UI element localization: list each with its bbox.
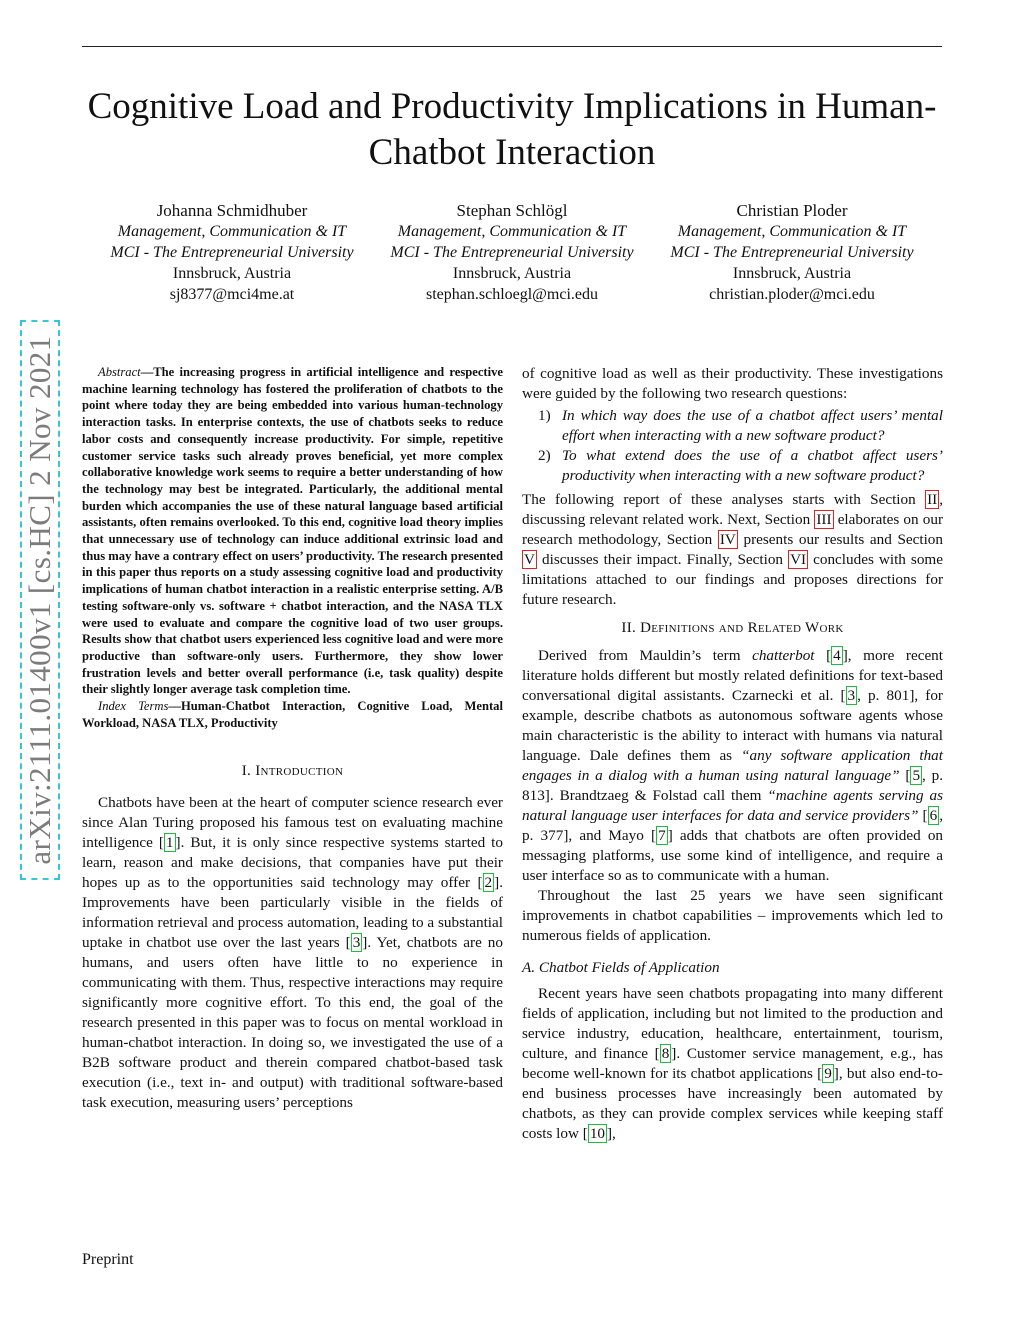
index-terms-label: Index Terms <box>98 699 169 714</box>
author-location: Innsbruck, Austria <box>172 265 292 282</box>
intro-continuation: of cognitive load as well as their productivity. These investigations were guided by the following two research questions: <box>522 365 943 402</box>
author-email: christian.ploder@mci.edu <box>709 286 875 303</box>
abstract-text: The increasing progress in artificial intelligence and respective machine learning technology has fostered the proliferation of chatbots to the point where today they are being embedded into various human-technology interaction tasks. In enterprise contexts, the use of chatbots seeks to reduce labor costs and consequently increase productivity. For simple, repetitive customer service tasks such already proves beneficial, yet more complex collaborative knowledge work seems to require a better understanding of how the technology may best be integrated. Particularly, the additional mental burden which accompanies the use of these natural language based artificial assistants, often remains overlooked. To this end, cognitive load theory implies that unnecessary use of technology can induce additional extrinsic load and thus may have a contrary effect on users’ productivity. The research presented in this paper thus reports on a study assessing cognitive load and productivity implications of human chatbot interaction in a realistic enterprise setting. A/B testing software-only vs. software + chatbot interaction, and the NASA TLX were used to evaluate and compare the cognitive load of two user groups. Results show that chatbot users experienced less cognitive load and were more productive than software-only users. Furthermore, they show lower frustration levels and better overall performance (i.e, task quality) despite their slightly longer average task completion time. <box>82 365 503 697</box>
citation-link[interactable]: 7 <box>658 827 666 844</box>
author-org: MCI - The Entrepreneurial University <box>110 244 354 261</box>
list-item: 1) In which way does the use of a chatbot affect users’ mental effort when interacting with a new software product? <box>538 407 943 444</box>
author-block-3 <box>642 200 942 305</box>
subsection-heading: A. Chatbot Fields of Application <box>522 959 720 976</box>
author-dept: Management, Communication & IT <box>397 223 627 240</box>
research-questions-list <box>522 406 943 486</box>
author-email: sj8377@mci4me.at <box>169 286 295 303</box>
index-terms: Index Terms—Human-Chatbot Interaction, Cognitive Load, Mental Workload, NASA TLX, Productivity <box>82 699 503 730</box>
citation-link[interactable]: 3 <box>847 687 856 704</box>
section-link[interactable]: V <box>524 551 535 568</box>
list-item: 2) To what extend does the use of a chatbot affect users’ productivity when interacting with a new software product? <box>538 447 943 484</box>
arxiv-stamp-box <box>20 320 60 880</box>
definitions-paragraph: Derived from Mauldin’s term chatterbot [ 4 ], more recent literature holds different but mostly related definitions for text-based conversational digital assistants. Czarnecki et al. [ 3 , p. 801], for example, describe chatbots as autonomous software agents whose main characteristic is the ability to interact with humans via natural language. Dale defines them as “any software application that engages in a dialog with a human using natural language” [ 5 , p. 813]. Brandtzaeg & Folstad call them “machine agents serving as natural language user interfaces for data and service providers” [ 6 , p. 377], and Mayo [ 7 ] adds that chatbots are often provided on messaging platforms, use some kind of intelligence, and require a user interface so as to communicate with a human. <box>522 647 944 884</box>
citation-link[interactable]: 3 <box>352 934 361 952</box>
applications-paragraph: Recent years have seen chatbots propagating into many different fields of application, including but not limited to the production and service industry, education, healthcare, entertainment, tourism, culture, and finance [ 8 ]. Customer service management, e.g., has become well-known for its chatbot applications [ 9 ], but also end-to-end business processes have increasingly been automated by chatbots, as they can provide complex services while keeping staff costs low [ 10 ], <box>522 985 944 1142</box>
author-block-2 <box>362 200 662 305</box>
right-column <box>522 364 943 1144</box>
author-name: Christian Ploder <box>736 201 848 220</box>
outline-paragraph: The following report of these analyses starts with Section II , discussing relevant related work. Next, Section III elaborates on our research methodology, Section IV presents our results and Section V discusses their impact. Finally, Section VI concludes with some limitations attached to our findings and proposes directions for future research. <box>522 491 943 608</box>
section-heading-related-work: II. Definitions and Related Work <box>621 620 844 636</box>
author-org: MCI - The Entrepreneurial University <box>670 244 914 261</box>
history-paragraph: Throughout the last 25 years we have seen significant improvements in chatbot capabilities – improvements which led to numerous fields of application. <box>522 887 943 944</box>
citation-link[interactable]: 2 <box>484 874 493 892</box>
author-location: Innsbruck, Austria <box>452 265 572 282</box>
top-rule <box>82 46 942 47</box>
author-email: stephan.schloegl@mci.edu <box>425 286 599 303</box>
author-name: Stephan Schlögl <box>456 201 568 220</box>
author-location: Innsbruck, Austria <box>732 265 852 282</box>
abstract: Abstract—The increasing progress in artificial intelligence and respective machine learning technology has fostered the proliferation of chatbots to the point where today they are being embedded into various human-technology interaction tasks. In enterprise contexts, the use of chatbots seeks to reduce labor costs and consequently increase productivity. For simple, repetitive customer service tasks such already proves beneficial, yet more complex collaborative knowledge work seems to require a better understanding of how the technology may best be integrated. Particularly, the additional mental burden which accompanies the use of these natural language based artificial assistants, often remains overlooked. To this end, cognitive load theory implies that unnecessary use of technology can induce additional extrinsic load and thus may have a contrary effect on users’ productivity. The research presented in this paper thus reports on a study assessing cognitive load and productivity implications of human chatbot interaction in a realistic enterprise setting. A/B testing software-only vs. software + chatbot interaction, and the NASA TLX were used to evaluate and compare the cognitive load of two user groups. Results show that chatbot users experienced less cognitive load and were more productive than software-only users. Furthermore, they show lower frustration levels and better overall performance (i.e, task quality) despite their slightly longer average task completion time. <box>82 365 503 697</box>
author-name: Johanna Schmidhuber <box>156 201 308 220</box>
author-dept: Management, Communication & IT <box>677 223 907 240</box>
footer-preprint: Preprint <box>82 1251 134 1268</box>
section-link[interactable]: IV <box>719 531 736 548</box>
left-column <box>82 364 503 1113</box>
citation-link[interactable]: 8 <box>661 1045 670 1062</box>
author-org: MCI - The Entrepreneurial University <box>390 244 634 261</box>
citation-link[interactable]: 6 <box>929 807 938 824</box>
citation-link[interactable]: 4 <box>833 647 841 664</box>
citation-link[interactable]: 10 <box>589 1125 605 1142</box>
index-terms-text: Human-Chatbot Interaction, Cognitive Load, Mental Workload, NASA TLX, Productivity <box>82 699 503 730</box>
citation-link[interactable]: 1 <box>165 834 174 852</box>
section-link[interactable]: III <box>816 511 832 528</box>
section-link[interactable]: VI <box>790 551 807 568</box>
intro-paragraph: Chatbots have been at the heart of computer science research ever since Alan Turing proposed his famous test on evaluating machine intelligence [ 1 ]. But, it is only since respective systems started to learn, reason and make decisions, that companies have put their hopes up as to the opportunities said technology may offer [ 2 ]. Improvements have been particularly visible in the fields of information retrieval and process automation, leading to a substantial uptake in chatbot use over the last years [ 3 ]. Yet, chatbots are no humans, and users often have little to no experience in communicating with them. Thus, respective interactions may require significantly more cognitive effort. To this end, the goal of the research presented in this paper was to focus on mental workload in human-chatbot interaction. In doing so, we investigated the use of a B2B software product and therein compared chatbot-based task execution (i.e., text in- and output) with traditional software-based task execution, measuring users’ perceptions <box>82 794 503 1112</box>
arxiv-identifier: arXiv:2111.01400v1 [cs.HC] 2 Nov 2021 <box>22 335 57 865</box>
section-link[interactable]: II <box>927 491 938 508</box>
author-block-1 <box>82 200 382 305</box>
paper-title: Cognitive Load and Productivity Implications in Human-Chatbot Interaction <box>87 86 937 173</box>
section-heading-introduction: I. Introduction <box>241 763 344 780</box>
citation-link[interactable]: 9 <box>824 1065 832 1082</box>
abstract-label: Abstract <box>98 365 141 379</box>
author-dept: Management, Communication & IT <box>117 223 347 240</box>
citation-link[interactable]: 5 <box>912 767 921 784</box>
